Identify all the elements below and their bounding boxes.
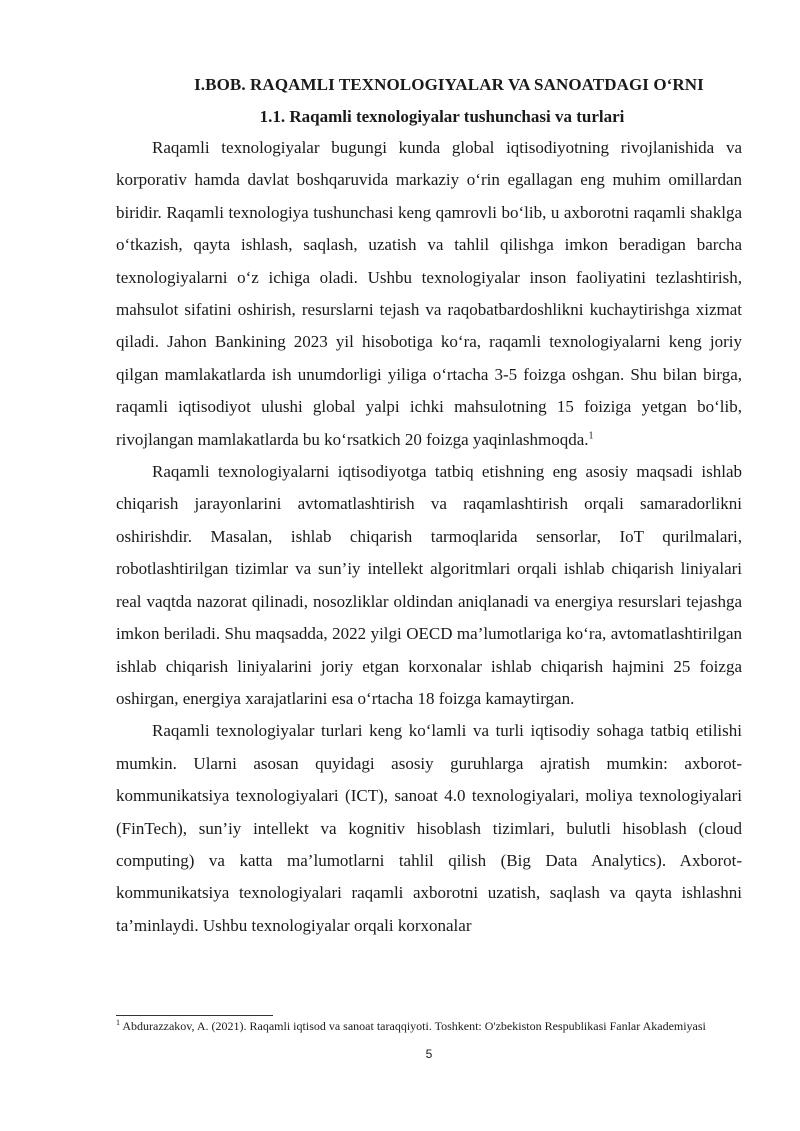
- footnote-reference[interactable]: 1: [588, 430, 594, 441]
- page-number: 5: [425, 1047, 433, 1061]
- footnote: [116, 1018, 742, 1034]
- footnote-text: Abdurazzakov, A. (2021). Raqamli iqtisod va sanoat taraqqiyoti. Toshkent: O'zbekiston Respublikasi Fanlar Akademiyasi: [122, 1019, 706, 1033]
- paragraph-3: [116, 715, 742, 942]
- footnote-divider: [116, 1015, 273, 1016]
- section-title: 1.1. Raqamli texnologiyalar tushunchasi va turlari: [259, 107, 625, 126]
- document-body: [116, 70, 742, 942]
- footnote-number: 1: [116, 1018, 120, 1027]
- chapter-title: I.BOB. RAQAMLI TEXNOLOGIYALAR VA SANOATDAGI O‘RNI: [194, 75, 704, 94]
- paragraph-1: [116, 132, 742, 456]
- paragraph-2: [116, 456, 742, 715]
- paragraph-3-text: Raqamli texnologiyalar turlari keng ko‘lamli va turli iqtisodiy sohaga tatbiq etilishi mumkin. Ularni asosan quyidagi asosiy guruhlarga ajratish mumkin: axborot-kommunikatsiya texnologiyalari (ICT), sanoat 4.0 texnologiyalari, moliya texnologiyalari (FinTech), sun’iy intellekt va kognitiv hisoblash tizimlari, bulutli hisoblash (cloud computing) va katta ma’lumotlarni tahlil qilish (Big Data Analytics). Axborot-kommunikatsiya texnologiyalari raqamli axborotni uzatish, saqlash va qayta ishlashni ta’minlaydi. Ushbu texnologiyalar orqali korxonalar: [116, 721, 742, 935]
- paragraph-1-text: Raqamli texnologiyalar bugungi kunda global iqtisodiyotning rivojlanishida va korporativ hamda davlat boshqaruvida markaziy o‘rin egallagan eng muhim omillardan biridir. Raqamli texnologiya tushunchasi keng qamrovli bo‘lib, u axborotni raqamli shaklga o‘tkazish, qayta ishlash, saqlash, uzatish va tahlil qilishga imkon beradigan barcha texnologiyalarni o‘z ichiga oladi. Ushbu texnologiyalar inson faoliyatini tezlashtirish, mahsulot sifatini oshirish, resurslarni tejash va raqobatbardoshlikni kuchaytirishga xizmat qiladi. Jahon Bankining 2023 yil hisobotiga ko‘ra, raqamli texnologiyalarni keng joriy qilgan mamlakatlarda ish unumdorligi yiliga o‘rtacha 3-5 foizga oshgan. Shu bilan birga, raqamli iqtisodiyot ulushi global yalpi ichki mahsulotning 15 foiziga yetgan bo‘lib, rivojlangan mamlakatlarda bu ko‘rsatkich 20 foizga yaqinlashmoqda.: [116, 138, 742, 449]
- paragraph-2-text: Raqamli texnologiyalarni iqtisodiyotga tatbiq etishning eng asosiy maqsadi ishlab chiqarish jarayonlarini avtomatlashtirish va raqamlashtirish orqali samaradorlikni oshirishdir. Masalan, ishlab chiqarish tarmoqlarida sensorlar, IoT qurilmalari, robotlashtirilgan tizimlar va sun’iy intellekt algoritmlari orqali ishlab chiqarish liniyalari real vaqtda nazorat qilinadi, nosozliklar oldindan aniqlanadi va energiya resurslari tejashga imkon beriladi. Shu maqsadda, 2022 yilgi OECD ma’lumotlariga ko‘ra, avtomatlashtirilgan ishlab chiqarish liniyalarini joriy etgan korxonalar ishlab chiqarish hajmini 25 foizga oshirgan, energiya xarajatlarini esa o‘rtacha 18 foizga kamaytirgan.: [116, 462, 742, 708]
